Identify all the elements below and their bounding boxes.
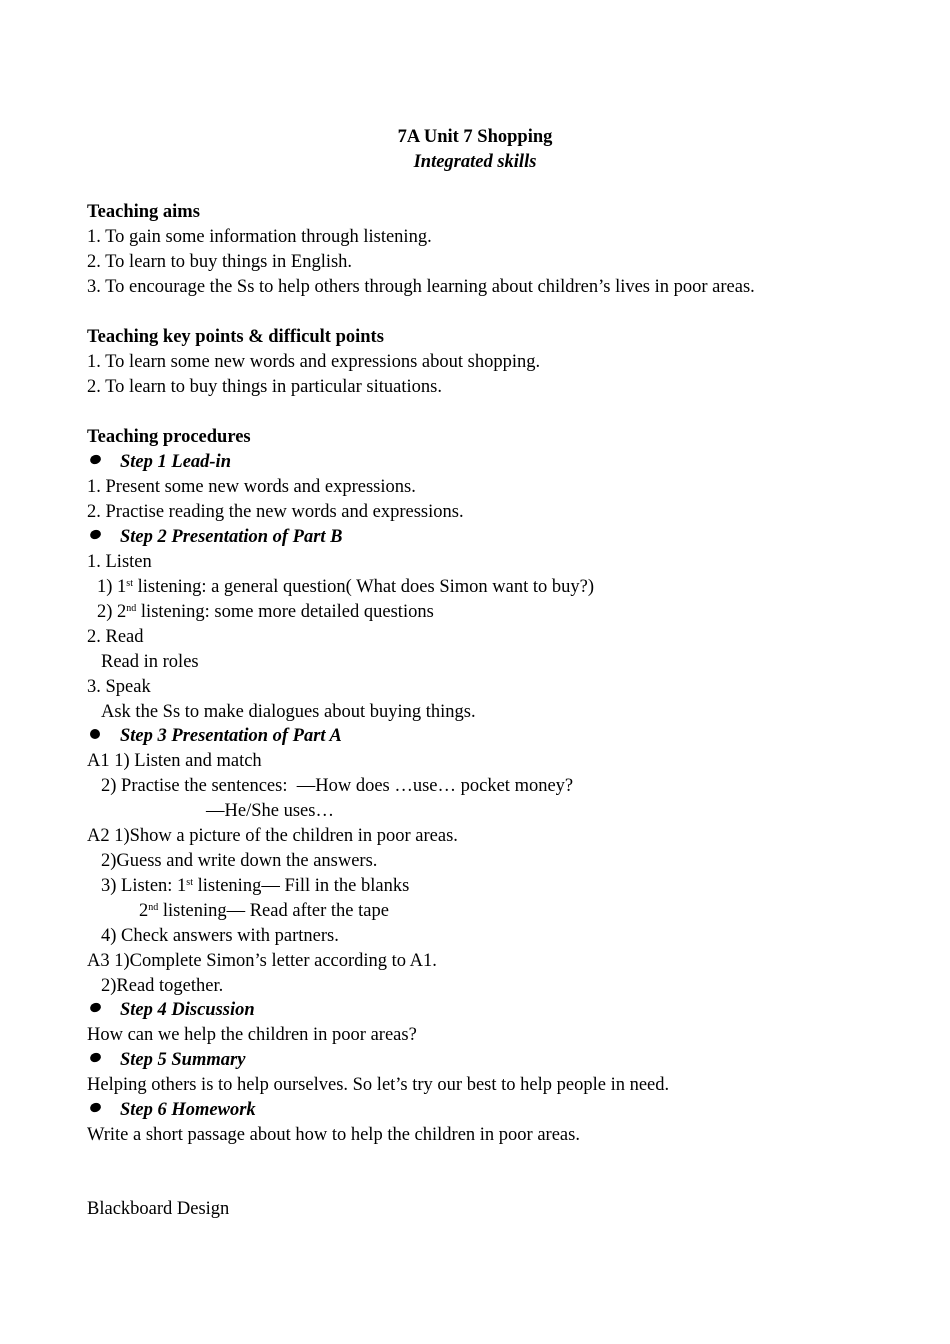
step-2-listening-1: 1) 1st listening: a general question( What does Simon want to buy?) [97,577,595,597]
step-6-line: Write a short passage about how to help the children in poor areas. [87,1125,580,1145]
bullet-icon [90,729,100,739]
key-points-item: 2. To learn to buy things in particular situations. [87,377,442,397]
step-3-a1: A1 1) Listen and match [87,751,262,771]
step-2-read: 2. Read [87,627,144,647]
step-3-a2-listen-2: 2nd listening— Read after the tape [139,901,389,921]
step-2-listen: 1. Listen [87,552,152,572]
step-4-title: Step 4 Discussion [120,1000,255,1020]
step-3-title: Step 3 Presentation of Part A [120,726,342,746]
aims-heading: Teaching aims [87,202,200,222]
bullet-icon [89,453,102,465]
document-subtitle: Integrated skills [413,152,537,172]
step-3-a2-guess: 2)Guess and write down the answers. [101,851,378,871]
step-3-a2-check: 4) Check answers with partners. [101,926,339,946]
step-3-a1-practise: 2) Practise the sentences: —How does …use… pocket money? [101,776,574,796]
bullet-icon [89,1101,102,1113]
step-3-a3-read: 2)Read together. [101,976,224,996]
aims-item: 1. To gain some information through listening. [87,227,432,247]
step-4-line: How can we help the children in poor areas? [87,1025,417,1045]
step-1-line: 1. Present some new words and expressions. [87,477,416,497]
bullet-icon [89,1001,102,1013]
step-2-speak: 3. Speak [87,677,151,697]
bullet-icon [89,1051,102,1063]
bullet-icon [89,528,102,540]
step-3-a2: A2 1)Show a picture of the children in poor areas. [87,826,458,846]
step-2-title: Step 2 Presentation of Part B [120,527,343,547]
step-5-title: Step 5 Summary [120,1050,246,1070]
step-3-a1-answer: —He/She uses… [206,801,334,821]
blackboard-heading: Blackboard Design [87,1199,230,1219]
key-points-heading: Teaching key points & difficult points [87,327,384,347]
step-2-listening-2: 2) 2nd listening: some more detailed questions [97,602,434,622]
aims-item: 3. To encourage the Ss to help others through learning about children’s lives in poor areas. [87,277,755,297]
procedures-heading: Teaching procedures [87,427,251,447]
step-2-speak-sub: Ask the Ss to make dialogues about buying things. [101,702,476,722]
aims-item: 2. To learn to buy things in English. [87,252,353,272]
document-title: 7A Unit 7 Shopping [397,127,553,147]
step-6-title: Step 6 Homework [120,1100,256,1120]
key-points-item: 1. To learn some new words and expressions about shopping. [87,352,541,372]
step-5-line: Helping others is to help ourselves. So let’s try our best to help people in need. [87,1075,670,1095]
step-1-line: 2. Practise reading the new words and expressions. [87,502,464,522]
step-3-a2-listen: 3) Listen: 1st listening— Fill in the blanks [101,876,410,896]
step-2-read-sub: Read in roles [101,652,199,672]
step-3-a3: A3 1)Complete Simon’s letter according to A1. [87,951,437,971]
step-1-title: Step 1 Lead-in [120,452,231,472]
